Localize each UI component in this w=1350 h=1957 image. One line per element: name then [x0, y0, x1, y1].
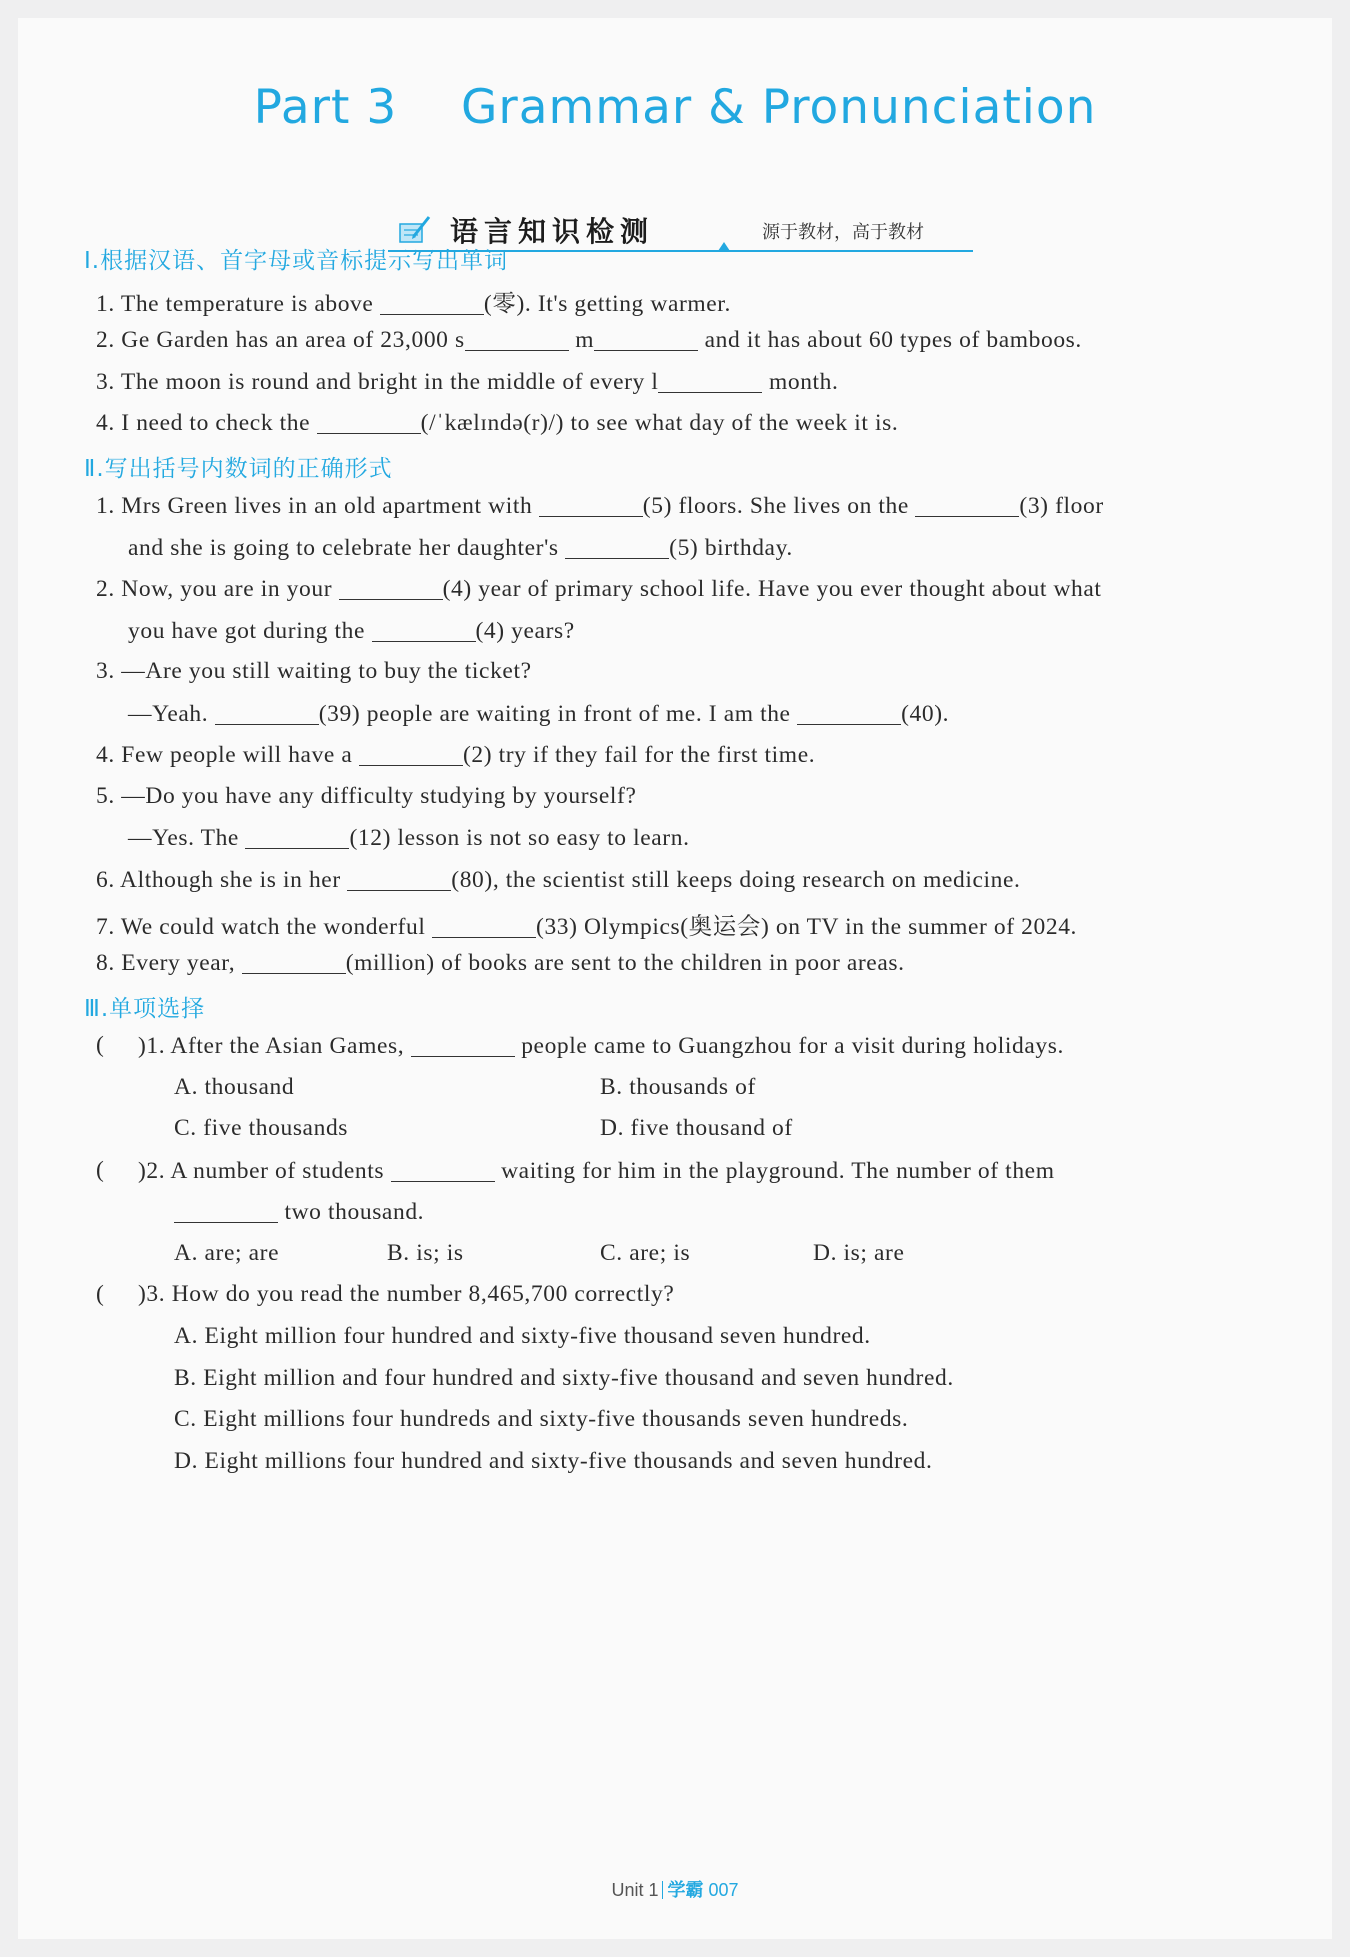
worksheet-page	[18, 18, 1332, 1939]
p2-q2-text: (4) year of primary school life. Have you ever thought about what	[442, 576, 1102, 602]
answer-blank[interactable]	[797, 700, 901, 725]
answer-blank[interactable]	[242, 949, 346, 974]
answer-blank[interactable]	[317, 409, 421, 434]
p2-q7	[96, 907, 1292, 941]
answer-blank[interactable]	[359, 741, 463, 766]
p3-q3-option-c[interactable]: C. Eight millions four hundreds and sixty-five thousands seven hundreds.	[174, 1406, 909, 1432]
answer-blank[interactable]	[539, 492, 643, 517]
p2-q1-text: and she is going to celebrate her daughter's	[128, 535, 559, 561]
section-heading-1: Ⅰ.根据汉语、首字母或音标提示写出单词	[84, 248, 509, 274]
p3-q1-option-d[interactable]: D. five thousand of	[600, 1115, 793, 1141]
p3-q2-cont	[174, 1198, 1292, 1226]
p1-q1-text: (零). It's getting warmer.	[483, 291, 731, 317]
answer-blank[interactable]	[339, 575, 443, 600]
p3-q3-option-b[interactable]: B. Eight million and four hundred and sixty-five thousand and seven hundred.	[174, 1365, 954, 1391]
p1-q2-text: 2. Ge Garden has an area of 23,000 s	[96, 327, 465, 353]
p3-q2-text: )2. A number of students	[138, 1158, 385, 1184]
p2-q5-text: —Yes. The	[128, 825, 239, 851]
footer-page-number: 007	[708, 1880, 739, 1900]
p2-q2-text: (4) years?	[475, 618, 575, 644]
p1-q2-text: m	[575, 327, 595, 353]
answer-blank[interactable]	[432, 913, 536, 938]
p2-q2-text: 2. Now, you are in your	[96, 576, 333, 602]
p3-q2-option-c[interactable]: C. are; is	[600, 1240, 691, 1266]
p2-q5-cont	[128, 824, 1292, 852]
p3-q2-text: two thousand.	[284, 1199, 425, 1225]
p1-q2-text: and it has about 60 types of bamboos.	[704, 327, 1082, 353]
p3-q2-option-a[interactable]: A. are; are	[174, 1240, 280, 1266]
answer-blank	[411, 1032, 515, 1057]
p3-q1-text: )1. After the Asian Games,	[138, 1033, 405, 1059]
p3-q1	[138, 1032, 1292, 1060]
banner-title: 语言知识检测	[450, 215, 655, 248]
p3-q2-text: waiting for him in the playground. The number of them	[501, 1158, 1055, 1184]
answer-blank[interactable]	[915, 492, 1019, 517]
p2-q4-text: 4. Few people will have a	[96, 742, 353, 768]
p3-q1-option-a[interactable]: A. thousand	[174, 1074, 295, 1100]
p2-q1-text: (3) floor	[1019, 493, 1104, 519]
p2-q1-text: (5) floors. She lives on the	[642, 493, 909, 519]
p1-q3	[96, 368, 1292, 396]
p1-q4	[96, 409, 1292, 437]
p2-q3-cont	[128, 700, 1292, 728]
p2-q4-text: (2) try if they fail for the first time.	[462, 742, 816, 768]
answer-blank[interactable]	[372, 617, 476, 642]
page-footer	[18, 1876, 1332, 1902]
p3-q3-option-d[interactable]: D. Eight millions four hundred and sixty-five thousands and seven hundred.	[174, 1448, 933, 1474]
p2-q8	[96, 949, 1292, 977]
p2-q2	[96, 575, 1292, 603]
p2-q3-text: (40).	[901, 701, 950, 727]
p2-q2-text: you have got during the	[128, 618, 366, 644]
answer-blank[interactable]	[380, 290, 484, 315]
p2-q3	[96, 658, 1292, 685]
answer-blank[interactable]	[565, 534, 669, 559]
p3-q2-option-d[interactable]: D. is; are	[813, 1240, 905, 1266]
p3-q3	[138, 1281, 1292, 1308]
answer-blank	[174, 1198, 278, 1223]
answer-blank[interactable]	[465, 326, 569, 351]
p1-q2	[96, 326, 1292, 354]
p2-q6-text: (80), the scientist still keeps doing research on medicine.	[451, 867, 1021, 893]
p3-q3-text: )3. How do you read the number 8,465,700 correctly?	[138, 1281, 675, 1307]
p2-q3-text: —Yeah.	[128, 701, 209, 727]
p2-q1-text: 1. Mrs Green lives in an old apartment with	[96, 493, 533, 519]
p2-q4	[96, 741, 1292, 769]
answer-paren[interactable]: (	[96, 1157, 104, 1183]
p3-q2-option-b[interactable]: B. is; is	[387, 1240, 464, 1266]
p2-q1-cont	[128, 534, 1292, 562]
p2-q6-text: 6. Although she is in her	[96, 867, 341, 893]
answer-blank	[391, 1157, 495, 1182]
p3-q1-option-b[interactable]: B. thousands of	[600, 1074, 756, 1100]
p1-q4-text: 4. I need to check the	[96, 410, 311, 436]
p3-q1-text: people came to Guangzhou for a visit during holidays.	[521, 1033, 1064, 1059]
answer-blank[interactable]	[594, 326, 698, 351]
p2-q5-text: 5. —Do you have any difficulty studying by yourself?	[96, 783, 637, 809]
footer-brand: 学霸	[667, 1880, 704, 1901]
p2-q3-text: (39) people are waiting in front of me. I am the	[318, 701, 791, 727]
p3-q3-option-a[interactable]: A. Eight million four hundred and sixty-five thousand seven hundred.	[174, 1323, 871, 1349]
answer-blank[interactable]	[347, 866, 451, 891]
p1-q1	[96, 284, 1292, 318]
answer-blank[interactable]	[245, 824, 349, 849]
p2-q8-text: 8. Every year,	[96, 950, 236, 976]
answer-blank[interactable]	[215, 700, 319, 725]
p1-q3-text: 3. The moon is round and bright in the middle of every l	[96, 369, 659, 395]
footer-unit: Unit 1	[611, 1880, 659, 1900]
p1-q4-text: (/ˈkælɪndə(r)/) to see what day of the week it is.	[420, 410, 899, 436]
p2-q5	[96, 783, 1292, 810]
answer-blank[interactable]	[658, 368, 762, 393]
p2-q5-text: (12) lesson is not so easy to learn.	[349, 825, 690, 851]
p2-q1	[96, 492, 1292, 520]
p2-q7-text: (33) Olympics(奥运会) on TV in the summer of 2024.	[536, 914, 1078, 940]
p2-q8-text: (million) of books are sent to the children in poor areas.	[345, 950, 905, 976]
footer-divider	[662, 1881, 663, 1899]
p1-q1-text: 1. The temperature is above	[96, 291, 374, 317]
p2-q1-text: (5) birthday.	[669, 535, 793, 561]
p2-q2-cont	[128, 617, 1292, 645]
page-title: Part 3 Grammar & Pronunciation	[253, 80, 1097, 135]
section-heading-3: Ⅲ.单项选择	[84, 996, 206, 1022]
p2-q6	[96, 866, 1292, 894]
answer-paren[interactable]: (	[96, 1281, 104, 1307]
p2-q3-text: 3. —Are you still waiting to buy the ticket?	[96, 658, 532, 684]
section-heading-2: Ⅱ.写出括号内数词的正确形式	[84, 456, 393, 482]
p2-q7-text: 7. We could watch the wonderful	[96, 914, 426, 940]
p3-q2	[138, 1157, 1292, 1185]
answer-paren[interactable]: (	[96, 1032, 104, 1058]
banner-subtitle: 源于教材，高于教材	[762, 222, 924, 243]
p1-q3-text: month.	[768, 369, 839, 395]
p3-q1-option-c[interactable]: C. five thousands	[174, 1115, 349, 1141]
